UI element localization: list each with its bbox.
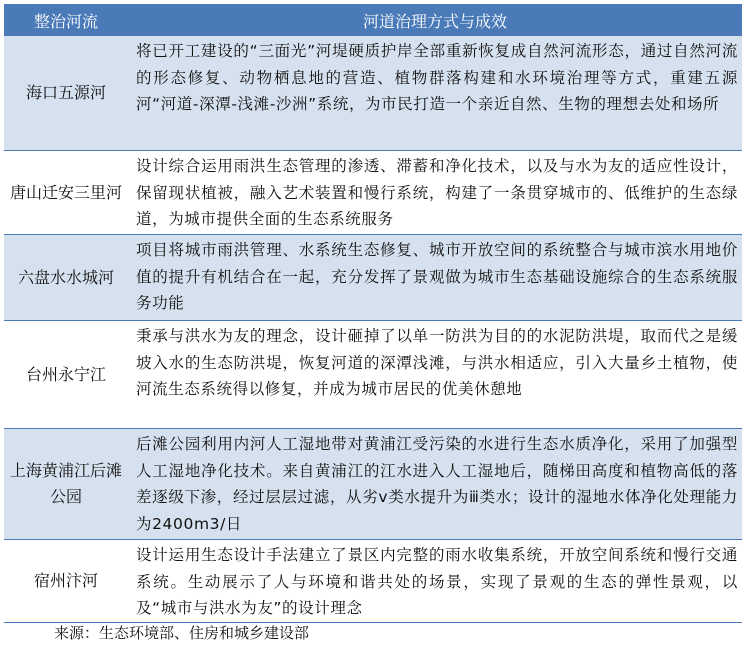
- table-row: [4, 235, 742, 321]
- river-name: 宿州汴河: [33, 571, 98, 590]
- table-row: [4, 429, 742, 540]
- source-note: 来源：生态环境部、住房和城乡建设部: [54, 624, 310, 642]
- river-description: 设计运用生态设计手法建立了景区内完整的雨水收集系统，开放空间系统和慢行交通系统。生动展示了人与环境和谐共处的场景，实现了景观的生态的弹性景观，以及“城市与洪水为友”的设计理念: [136, 546, 738, 617]
- table-row: [4, 540, 742, 623]
- river-governance-table: [4, 4, 742, 623]
- river-description: 项目将城市雨洪管理、水系统生态修复、城市开放空间的系统整合与城市滨水用地价值的提升有机结合在一起，充分发挥了景观做为城市生态基础设施综合的生态系统服务功能: [136, 241, 738, 312]
- river-description: 后滩公园利用内河人工湿地带对黄浦江受污染的水进行生态水质净化，采用了加强型人工湿地净化技术。来自黄浦江的江水进入人工湿地后，随梯田高度和植物高低的落差逐级下渗，经过层层过滤，从劣ⅴ类水提升为ⅲ类水；设计的湿地水体净化处理能力为2400m3/日: [136, 435, 738, 533]
- river-description: 秉承与洪水为友的理念，设计砸掉了以单一防洪为目的的水泥防洪堤，取而代之是缓坡入水的生态防洪堤，恢复河道的深潭浅滩，与洪水相适应，引入大量乡土植物，使河流生态系统得以修复，并成为城市居民的优美休憩地: [136, 327, 738, 398]
- river-name: 上海黄浦江后滩公园: [10, 461, 123, 506]
- river-name: 台州永宁江: [25, 364, 106, 384]
- table-row: [4, 36, 742, 151]
- header-river: 整治河流: [33, 11, 98, 31]
- river-name: 海口五源河: [25, 83, 106, 102]
- river-description: 将已开工建设的“三面光”河堤硬质护岸全部重新恢复成自然河流形态，通过自然河流的形态修复、动物栖息地的营造、植物群落构建和水环境治理等方式，重建五源河“河道-深潭-浅滩-沙洲”系统，为市民打造一个亲近自然、生物的理想去处和场所: [136, 42, 738, 113]
- river-name: 六盘水水城河: [17, 267, 114, 287]
- header-method: 河道治理方式与成效: [362, 11, 507, 31]
- table-header: [4, 4, 742, 36]
- table-row: [4, 151, 742, 235]
- river-description: 设计综合运用雨洪生态管理的渗透、滞蓄和净化技术，以及与水为友的适应性设计，保留现状植被，融入艺术装置和慢行系统，构建了一条贯穿城市的、低维护的生态绿道，为城市提供全面的生态系统服务: [136, 157, 738, 228]
- river-name: 唐山迁安三里河: [10, 182, 123, 202]
- table-row: [4, 321, 742, 429]
